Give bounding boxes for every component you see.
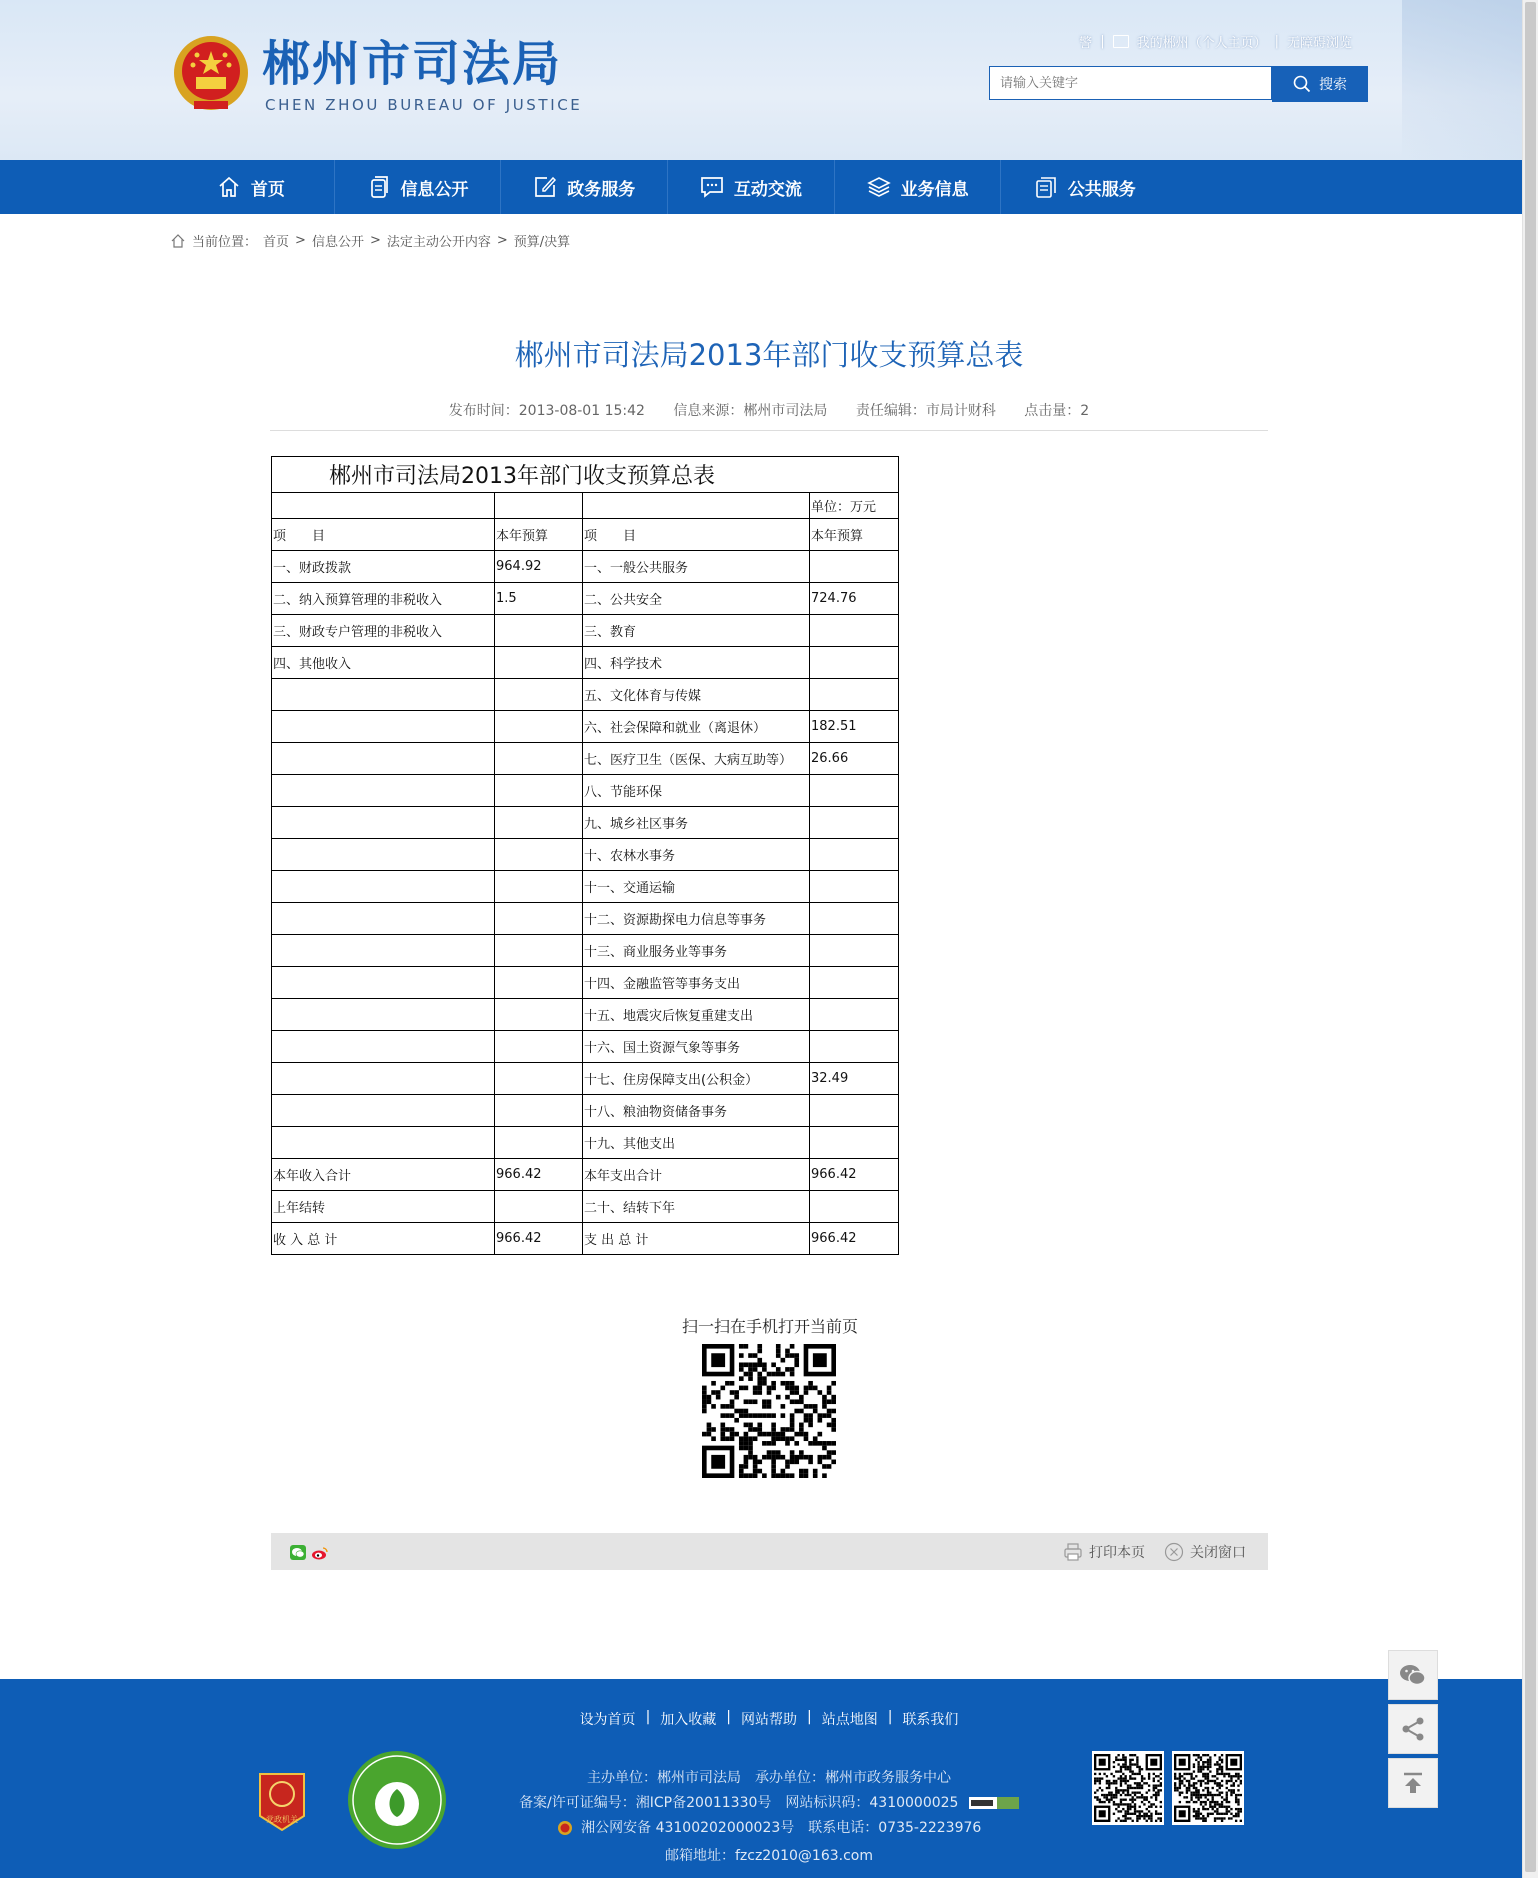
table-cell: 966.42: [495, 1159, 583, 1191]
table-row: [272, 1063, 899, 1095]
table-cell: [272, 839, 495, 871]
editor: 责任编辑：市局计财科: [855, 403, 996, 419]
table-cell: [495, 839, 583, 871]
main-nav: [0, 160, 1522, 214]
unit-label: 单位：万元: [810, 493, 899, 519]
table-cell: 本年收入合计: [272, 1159, 495, 1191]
table-cell: 十六、国土资源气象等事务: [583, 1031, 810, 1063]
table-cell: [495, 967, 583, 999]
divider: |: [1274, 34, 1279, 49]
layers-icon: [867, 175, 891, 199]
table-cell: [272, 935, 495, 967]
qr-code-icon: [1092, 1751, 1164, 1825]
breadcrumb-prefix: 当前位置：: [192, 235, 258, 250]
breadcrumb-link[interactable]: 首页: [263, 235, 290, 250]
site-name[interactable]: 郴州市司法局: [262, 36, 563, 92]
wechat-icon: [1398, 1662, 1428, 1688]
table-cell: [810, 1095, 899, 1127]
table-cell: 一、一般公共服务: [583, 551, 810, 583]
accessibility-link[interactable]: 无障碍浏览: [1286, 36, 1352, 51]
table-row: [272, 935, 899, 967]
breadcrumb-link[interactable]: 预算/决算: [513, 235, 571, 250]
table-cell: [495, 647, 583, 679]
table-row: [272, 871, 899, 903]
table-row: [272, 1095, 899, 1127]
files-icon: [1034, 175, 1058, 199]
table-cell: 支 出 总 计: [583, 1223, 810, 1255]
table-row: [272, 583, 899, 615]
table-row: [272, 807, 899, 839]
table-row: [272, 1127, 899, 1159]
table-cell: [810, 647, 899, 679]
nav-label: 政务服务: [567, 179, 636, 200]
table-cell: [810, 999, 899, 1031]
table-cell: [272, 903, 495, 935]
table-cell: 32.49: [810, 1063, 899, 1095]
divider: |: [807, 1709, 812, 1725]
table-cell: 十四、金融监管等事务支出: [583, 967, 810, 999]
table-cell: [272, 807, 495, 839]
table-cell: [495, 871, 583, 903]
table-cell: 十七、住房保障支出(公积金）: [583, 1063, 810, 1095]
table-row: [272, 743, 899, 775]
footer-record: [0, 1792, 1538, 1812]
table-cell: 八、节能环保: [583, 775, 810, 807]
table-cell: 上年结转: [272, 1191, 495, 1223]
table-row: [272, 1159, 899, 1191]
table-cell: [810, 935, 899, 967]
table-cell: [495, 679, 583, 711]
table-cell: 十三、商业服务业等事务: [583, 935, 810, 967]
back-to-top-icon: [1401, 1771, 1425, 1795]
table-cell: [810, 807, 899, 839]
table-cell: 十八、粮油物资储备事务: [583, 1095, 810, 1127]
footer-police: [0, 1817, 1538, 1837]
table-cell: 26.66: [810, 743, 899, 775]
table-cell: [810, 1031, 899, 1063]
nav-item-interaction[interactable]: [668, 160, 835, 214]
article-meta: [270, 400, 1268, 420]
table-cell: 三、教育: [583, 615, 810, 647]
site-header: [0, 0, 1522, 160]
nav-label: 业务信息: [900, 179, 969, 200]
table-row: [272, 711, 899, 743]
table-cell: [583, 493, 810, 519]
footer-record-text: 备案/许可证编号：湘ICP备20011330号 网站标识码：4310000025: [519, 1795, 959, 1811]
table-row: [272, 1223, 899, 1255]
table-cell: [810, 551, 899, 583]
table-cell: [810, 903, 899, 935]
nav-item-info-disclosure[interactable]: [335, 160, 502, 214]
search-button-label: 搜索: [1319, 77, 1347, 93]
table-cell: 四、其他收入: [272, 647, 495, 679]
table-cell: 724.76: [810, 583, 899, 615]
table-cell: 1.5: [495, 583, 583, 615]
table-cell: [495, 743, 583, 775]
table-row: [272, 839, 899, 871]
table-cell: 十二、资源勘探电力信息等事务: [583, 903, 810, 935]
side-float-toolbar: [1388, 1650, 1438, 1812]
table-cell: 二、纳入预算管理的非税收入: [272, 583, 495, 615]
nav-item-home[interactable]: [168, 160, 335, 214]
table-cell: 十九、其他支出: [583, 1127, 810, 1159]
column-header: 项 目: [583, 519, 810, 551]
table-row: [272, 1031, 899, 1063]
table-cell: 182.51: [810, 711, 899, 743]
nav-item-business-info[interactable]: [835, 160, 1002, 214]
home-icon: [170, 233, 186, 249]
top-links: [1079, 32, 1352, 51]
table-row: [272, 615, 899, 647]
table-cell: [810, 839, 899, 871]
table-cell: 966.42: [495, 1223, 583, 1255]
table-cell: 七、医疗卫生（医保、大病互助等）: [583, 743, 810, 775]
print-label: 打印本页: [1089, 1545, 1145, 1561]
site-name-english: CHEN ZHOU BUREAU OF JUSTICE: [265, 96, 583, 114]
page-scrollbar[interactable]: [1522, 0, 1538, 1878]
chat-icon: [700, 175, 724, 199]
table-row: [272, 967, 899, 999]
table-cell: 964.92: [495, 551, 583, 583]
table-cell: [810, 775, 899, 807]
table-cell: [272, 1063, 495, 1095]
table-cell: [272, 967, 495, 999]
close-label: 关闭窗口: [1190, 1545, 1246, 1561]
divider: |: [645, 1709, 651, 1725]
table-cell: 四、科学技术: [583, 647, 810, 679]
table-cell: [495, 1127, 583, 1159]
breadcrumb-separator: >: [295, 233, 306, 248]
footer-sponsor: 主办单位：郴州市司法局 承办单位：郴州市政务服务中心: [587, 1770, 951, 1786]
table-cell: [810, 871, 899, 903]
computer-icon: [1113, 35, 1129, 48]
divider: [270, 430, 1268, 431]
table-cell: [495, 711, 583, 743]
breadcrumb-separator: >: [369, 233, 381, 248]
close-icon: [1164, 1542, 1184, 1562]
table-cell: [272, 679, 495, 711]
national-emblem-icon: [172, 33, 250, 115]
nav-item-public-service[interactable]: [1001, 160, 1168, 214]
qr-caption: 扫一扫在手机打开当前页: [681, 1317, 858, 1336]
click-count: 点击量：2: [1024, 403, 1090, 419]
publish-time: 发布时间：2013-08-01 15:42: [448, 403, 645, 419]
table-cell: [272, 871, 495, 903]
qr-code-icon: [702, 1344, 836, 1478]
search-icon: [1293, 75, 1311, 93]
footer-link[interactable]: 网站帮助: [741, 1712, 797, 1728]
footer-email: 邮箱地址：fzcz2010@163.com: [664, 1848, 874, 1864]
scrollbar-thumb[interactable]: [1525, 2, 1536, 1872]
table-cell: [495, 1063, 583, 1095]
article-title: 郴州市司法局2013年部门收支预算总表: [514, 338, 1024, 372]
share-float-button[interactable]: [1388, 1704, 1438, 1754]
table-cell: [810, 1127, 899, 1159]
table-cell: [272, 775, 495, 807]
table-cell: 二十、结转下年: [583, 1191, 810, 1223]
table-cell: [495, 1191, 583, 1223]
back-to-top-button[interactable]: [1388, 1758, 1438, 1808]
edit-icon: [533, 175, 557, 199]
table-cell: [495, 935, 583, 967]
column-header: 本年预算: [495, 519, 583, 551]
table-cell: [495, 775, 583, 807]
table-cell: 十五、地震灾后恢复重建支出: [583, 999, 810, 1031]
wechat-share-icon[interactable]: [290, 1545, 306, 1560]
footer-police-text: 湘公网安备 43100202000023号 联系电话：0735-2223976: [581, 1820, 982, 1836]
info-source: 信息来源：郴州市司法局: [673, 403, 828, 419]
table-cell: 六、社会保障和就业（离退休）: [583, 711, 810, 743]
footer-links: [0, 1709, 1538, 1729]
table-cell: 二、公共安全: [583, 583, 810, 615]
table-cell: [495, 1031, 583, 1063]
share-icon: [1399, 1715, 1427, 1743]
badge-party-label: 党政机关: [266, 1815, 298, 1824]
divider: |: [887, 1709, 893, 1725]
table-row: [272, 679, 899, 711]
table-row: [272, 551, 899, 583]
table-cell: 966.42: [810, 1223, 899, 1255]
table-cell: 收 入 总 计: [272, 1223, 495, 1255]
table-cell: 十一、交通运输: [583, 871, 810, 903]
police-emblem-icon: [557, 1820, 573, 1836]
qr-code-icon: [1172, 1751, 1244, 1825]
breadcrumb-link[interactable]: 信息公开: [311, 235, 364, 250]
footer-link[interactable]: 站点地图: [821, 1712, 878, 1728]
table-row: [272, 903, 899, 935]
my-chenzhou-link[interactable]: 我的郴州（个人主页）: [1136, 36, 1267, 51]
table-cell: 本年支出合计: [583, 1159, 810, 1191]
weibo-share-icon[interactable]: [311, 1546, 328, 1560]
table-row: [272, 999, 899, 1031]
table-cell: [495, 999, 583, 1031]
share-bar: [271, 1533, 1268, 1570]
table-cell: [272, 493, 495, 519]
divider: |: [726, 1709, 731, 1725]
nav-item-government-service[interactable]: [501, 160, 668, 214]
search-input[interactable]: [989, 66, 1272, 100]
table-row: [272, 647, 899, 679]
table-cell: [272, 711, 495, 743]
table-cell: 五、文化体育与传媒: [583, 679, 810, 711]
table-cell: 966.42: [810, 1159, 899, 1191]
nav-label: 互动交流: [733, 179, 802, 200]
table-cell: [495, 903, 583, 935]
breadcrumb: [170, 231, 570, 250]
table-cell: [495, 493, 583, 519]
table-row: [272, 775, 899, 807]
site-footer: [0, 1679, 1522, 1878]
search-button[interactable]: [1272, 66, 1368, 102]
divider: |: [1100, 34, 1105, 49]
print-button[interactable]: [1063, 1542, 1145, 1562]
table-cell: 九、城乡社区事务: [583, 807, 810, 839]
document-icon: [367, 175, 391, 199]
table-cell: 十、农林水事务: [583, 839, 810, 871]
table-cell: [272, 1127, 495, 1159]
footer-link[interactable]: 设为首页: [579, 1712, 636, 1728]
police-link[interactable]: 警: [1079, 36, 1093, 51]
header-decoration: [1402, 0, 1522, 160]
nav-label: 公共服务: [1067, 179, 1136, 200]
budget-table: [271, 456, 899, 1255]
nav-label: 信息公开: [400, 179, 469, 200]
table-cell: [810, 967, 899, 999]
icp-badge-icon[interactable]: [969, 1797, 1019, 1809]
table-cell: [272, 1095, 495, 1127]
footer-link[interactable]: 联系我们: [902, 1712, 959, 1728]
table-cell: [495, 615, 583, 647]
column-header: 项 目: [272, 519, 495, 551]
table-cell: [272, 743, 495, 775]
breadcrumb-separator: >: [496, 233, 508, 248]
column-header: 本年预算: [810, 519, 899, 551]
table-cell: 三、财政专户管理的非税收入: [272, 615, 495, 647]
table-cell: [495, 807, 583, 839]
close-window-button[interactable]: [1164, 1542, 1246, 1562]
nav-label: 首页: [250, 179, 285, 200]
table-cell: [272, 1031, 495, 1063]
home-icon: [217, 175, 241, 199]
table-cell: [495, 1095, 583, 1127]
table-row: [272, 1191, 899, 1223]
table-cell: [272, 999, 495, 1031]
wechat-float-button[interactable]: [1388, 1650, 1438, 1700]
table-cell: 一、财政拨款: [272, 551, 495, 583]
footer-link[interactable]: 加入收藏: [660, 1712, 717, 1728]
table-cell: [810, 615, 899, 647]
printer-icon: [1063, 1542, 1083, 1562]
breadcrumb-link[interactable]: 法定主动公开内容: [386, 235, 491, 250]
budget-table-title: 郴州市司法局2013年部门收支预算总表: [272, 457, 899, 493]
table-cell: [810, 1191, 899, 1223]
table-cell: [810, 679, 899, 711]
